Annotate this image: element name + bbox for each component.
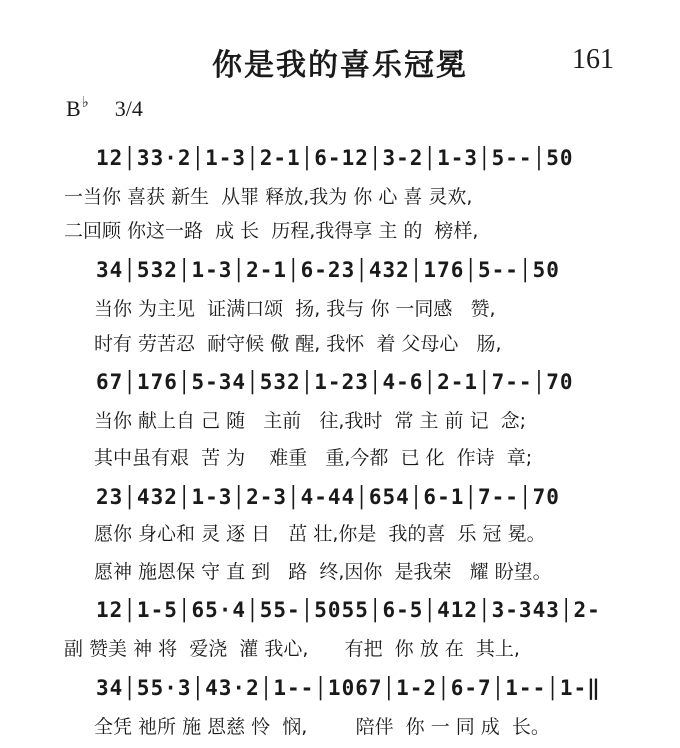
flat-sign: ♭ [81,95,89,111]
lyric-line-verse-2: 愿神 施恩保 守 直 到 路 终,因你 是我荣 耀 盼望。 [94,561,552,583]
page-number: 161 [572,44,614,75]
lyric-line-verse-1: 当你 献上自 己 随 主前 往,我时 常 主 前 记 念; [94,410,527,432]
notation-row: 34│55·3│43·2│1--│1067│1-2│6-7│1--│1-‖ [96,676,601,700]
lyric-line-verse-1: 当你 为主见 证满口颂 扬, 我与 你 一同感 赞, [94,298,496,320]
time-signature: 3/4 [114,96,143,121]
lyric-line-refrain: 全凭 祂所 施 恩慈 怜 悯, 陪伴 你 一 同 成 长。 [94,716,550,738]
notation-row: 34│532│1-3│2-1│6-23│432│176│5--│50 [96,258,560,282]
lyric-line-verse-2: 二回顾 你这一路 成 长 历程,我得享 主 的 榜样, [64,220,479,242]
lyric-line-verse-1: 愿你 身心和 灵 逐 日 茁 壮,你是 我的喜 乐 冠 冕。 [94,523,546,545]
lyric-line-refrain: 副 赞美 神 将 爱浇 灌 我心, 有把 你 放 在 其上, [64,638,520,660]
lyric-line-verse-2: 时有 劳苦忍 耐守候 儆 醒, 我怀 着 父母心 肠, [94,333,502,355]
hymn-title: 你是我的喜乐冠冕 [212,48,468,83]
lyric-line-verse-1: 一当你 喜获 新生 从罪 释放,我为 你 心 喜 灵欢, [64,186,473,208]
notation-row: 12│33·2│1-3│2-1│6-12│3-2│1-3│5--│50 [96,146,574,170]
key-time-signature [66,93,143,122]
notation-row: 12│1-5│65·4│55-│5055│6-5│412│3-343│2- [96,598,601,622]
lyric-line-verse-2: 其中虽有艰 苦 为 难重 重,今都 已 化 作诗 章; [94,447,533,469]
key: B [66,96,81,121]
notation-row: 23│432│1-3│2-3│4-44│654│6-1│7--│70 [96,485,560,509]
notation-row: 67│176│5-34│532│1-23│4-6│2-1│7--│70 [96,370,574,394]
